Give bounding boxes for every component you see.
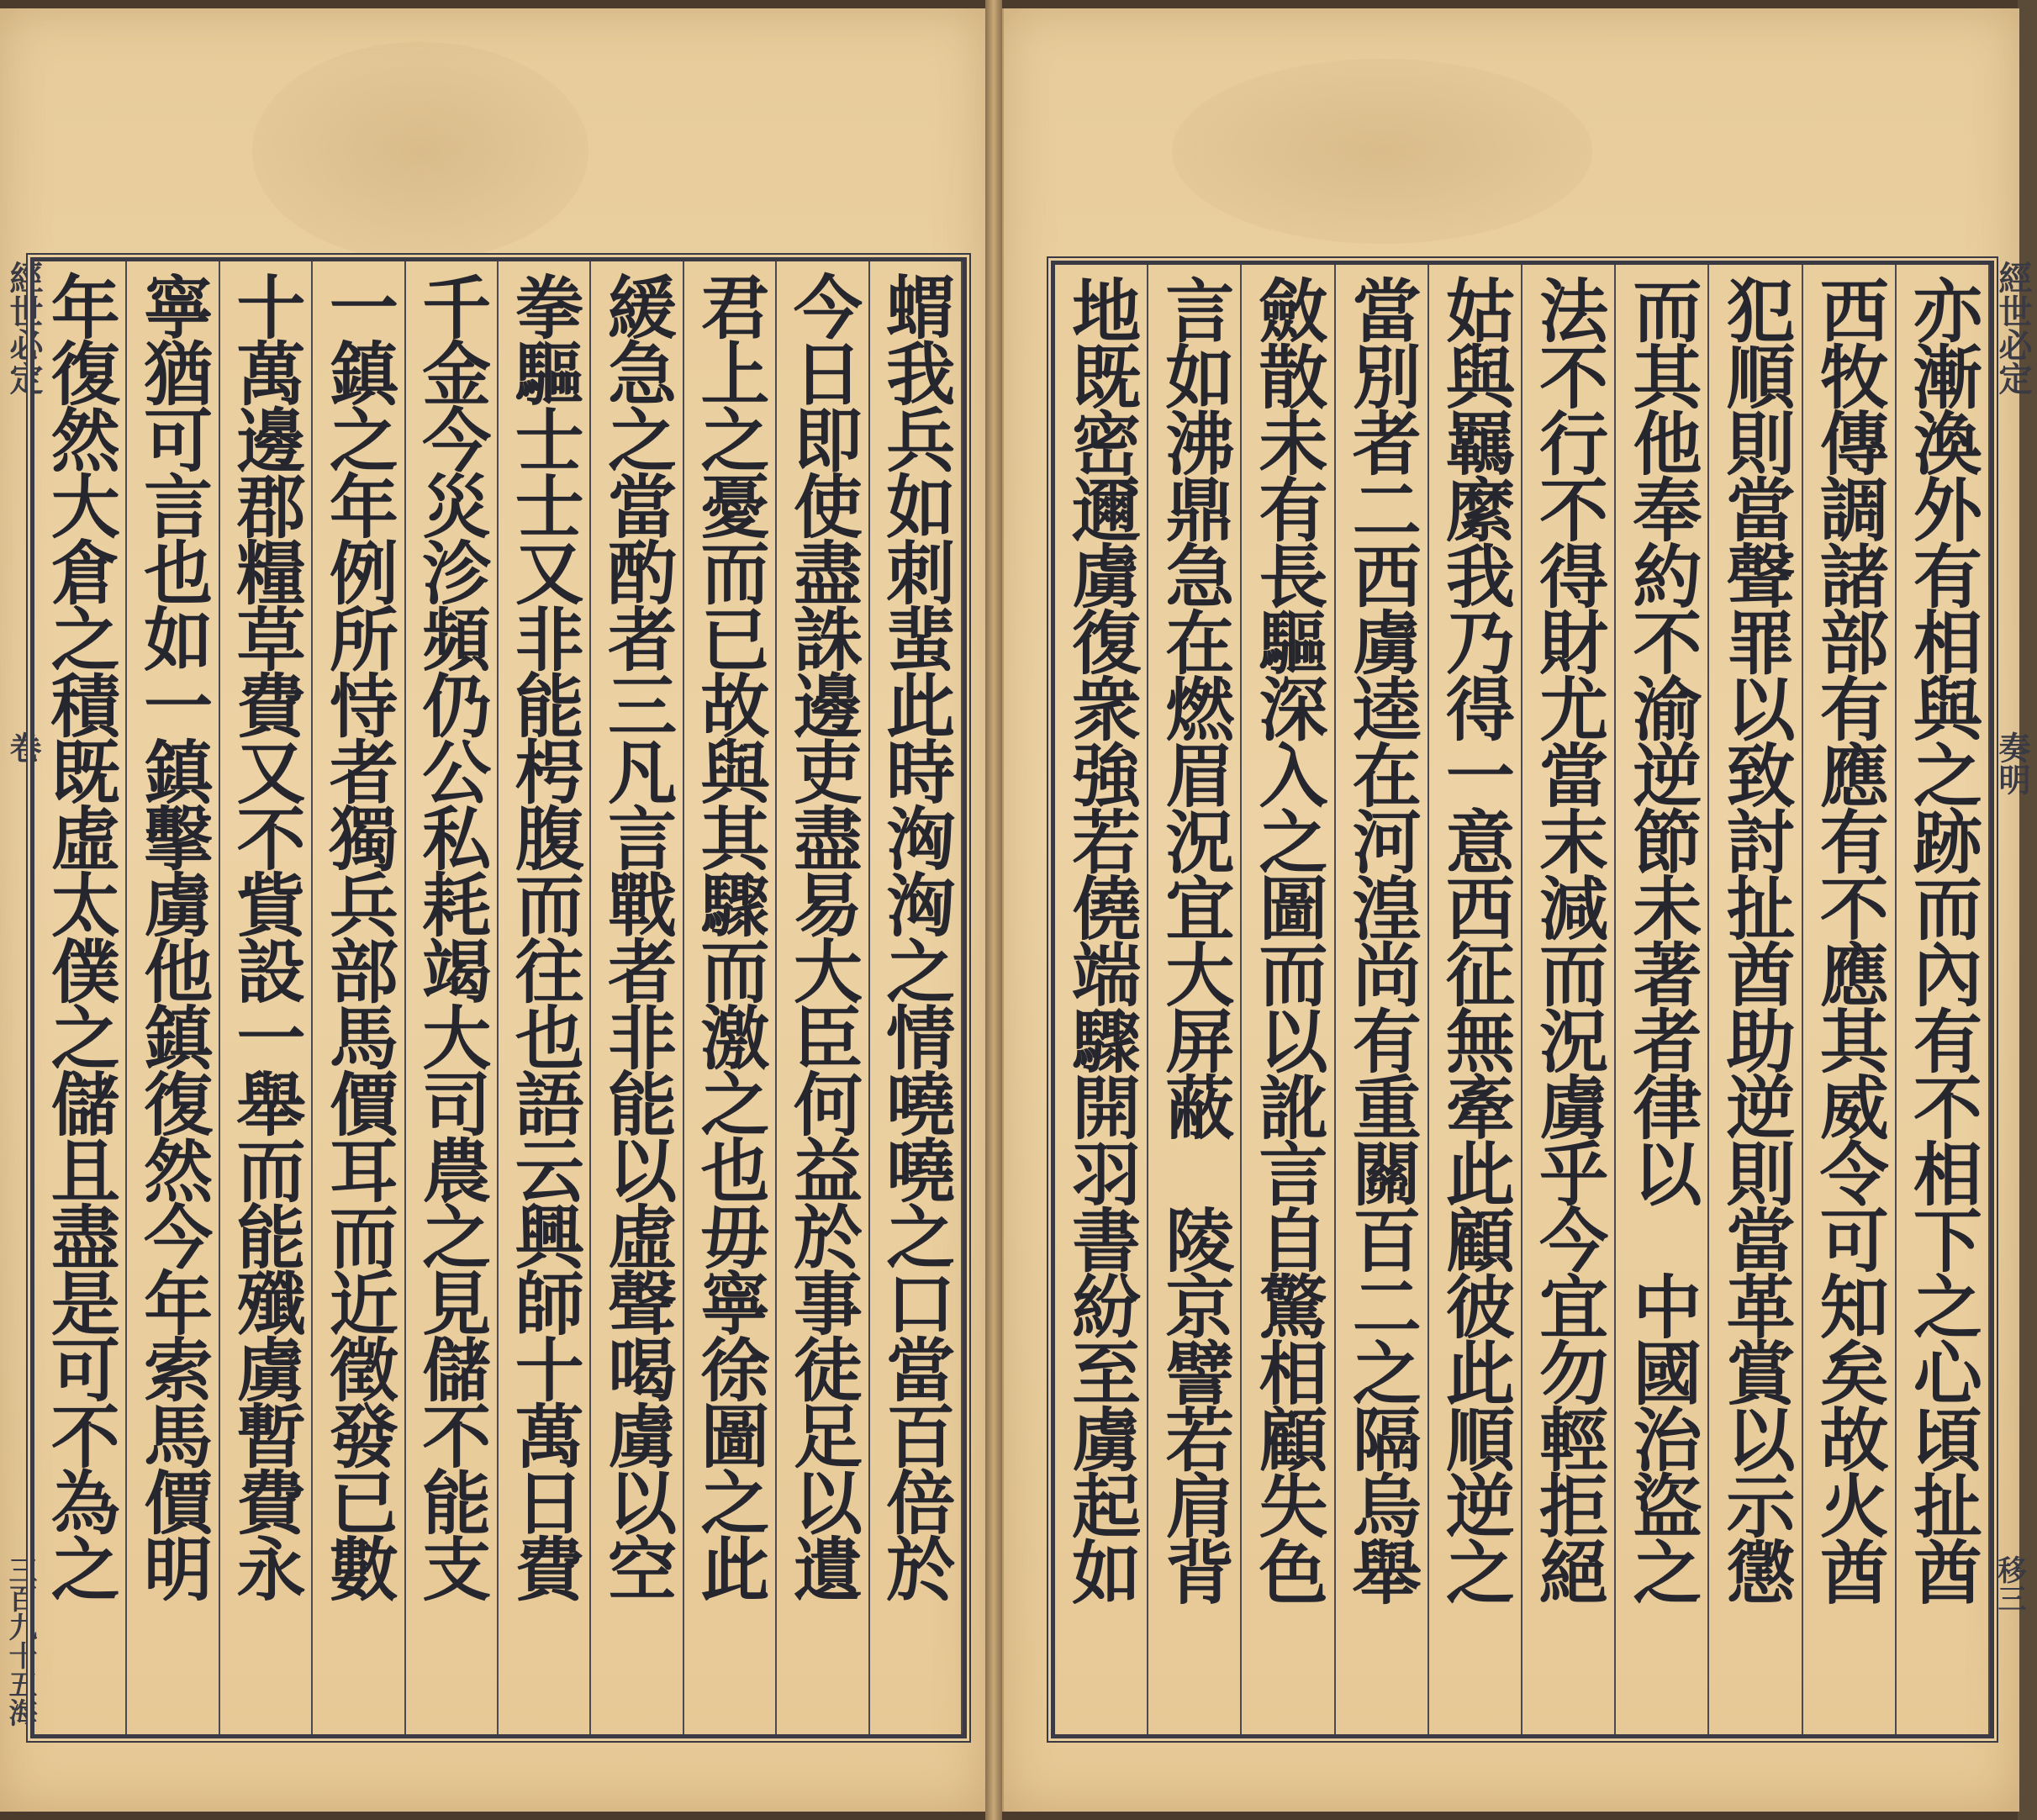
banxin-juan: 卷 xyxy=(4,731,42,763)
text-column: 十萬邊郡糧草費又不貲設一舉而能殲虜暫費永 xyxy=(220,261,313,1734)
text-column: 寧猶可言也如一鎮擊虜他鎮復然今年索馬價明 xyxy=(127,261,219,1734)
text-column: 緩急之當酌者三凡言戰者非能以虛聲喝虜以空 xyxy=(591,261,683,1734)
banxin-title: 經世必定 xyxy=(4,261,44,395)
text-column: 今日即使盡誅邊吏盡易大臣何益於事徒足以遺 xyxy=(777,261,869,1734)
paper-stain xyxy=(1172,59,1592,244)
text-column: 地既密邇虜復衆強若僥端驟開羽書紛至虜起如 xyxy=(1055,265,1148,1734)
text-column: 當別者二西虜逵在河湟尚有重關百二之隔烏舉 xyxy=(1336,265,1429,1734)
text-column: 年復然大倉之積既虛太僕之儲且盡是可不為之 xyxy=(34,261,127,1734)
banxin-juan: 奏明 xyxy=(1993,731,2031,795)
text-column: 言如沸鼎急在燃眉況宜大屏蔽 陵京譬若肩背 xyxy=(1148,265,1242,1734)
text-column: 千金今災沴頻仍公私耗竭大司農之見儲不能支 xyxy=(406,261,499,1734)
text-column: 犯順則當聲罪以致討扯酋助逆則當革賞以示懲 xyxy=(1709,265,1802,1734)
text-column: 蝟我兵如刺蜚此時洶洶之情嘵嘵之口當百倍於 xyxy=(870,261,963,1734)
text-column: 斂散未有長驅深入之圖而以訛言自驚相顧失色 xyxy=(1242,265,1335,1734)
left-page-banxin xyxy=(0,8,44,1812)
text-column: 一鎮之年例所恃者獨兵部馬價耳而近徵發已數 xyxy=(313,261,405,1734)
banxin-marker: 海 xyxy=(3,1698,37,1727)
text-column: 君上之憂而已故與其驟而激之也毋寧徐圖之此 xyxy=(684,261,777,1734)
left-page-text-frame xyxy=(30,257,967,1738)
text-column: 西牧傳調諸部有應有不應其威令可知矣故火酋 xyxy=(1803,265,1897,1734)
text-column: 拳驅士士又非能枵腹而往也語云興師十萬日費 xyxy=(499,261,591,1734)
right-page-text-frame xyxy=(1051,261,1994,1738)
text-column: 法不行不得財尤當末減而況虜乎今宜勿輕拒絕 xyxy=(1522,265,1616,1734)
banxin-page-number: 三百九十五海 xyxy=(3,1555,37,1727)
text-column: 亦漸渙外有相與之跡而內有不相下之心頃扯酋 xyxy=(1897,265,1990,1734)
left-page xyxy=(0,8,987,1812)
text-column: 而其他奉約不渝逆節未著者律以 中國治盜之 xyxy=(1616,265,1709,1734)
banxin-page-number: 移三 xyxy=(1992,1555,2026,1612)
banxin-title: 經世必定 xyxy=(1993,261,2033,395)
text-column: 姑與羈縻我乃得一意西征無牽此顧彼此順逆之 xyxy=(1429,265,1522,1734)
paper-stain xyxy=(252,42,588,261)
right-page xyxy=(1002,8,2033,1812)
book-gutter xyxy=(985,0,1002,1820)
